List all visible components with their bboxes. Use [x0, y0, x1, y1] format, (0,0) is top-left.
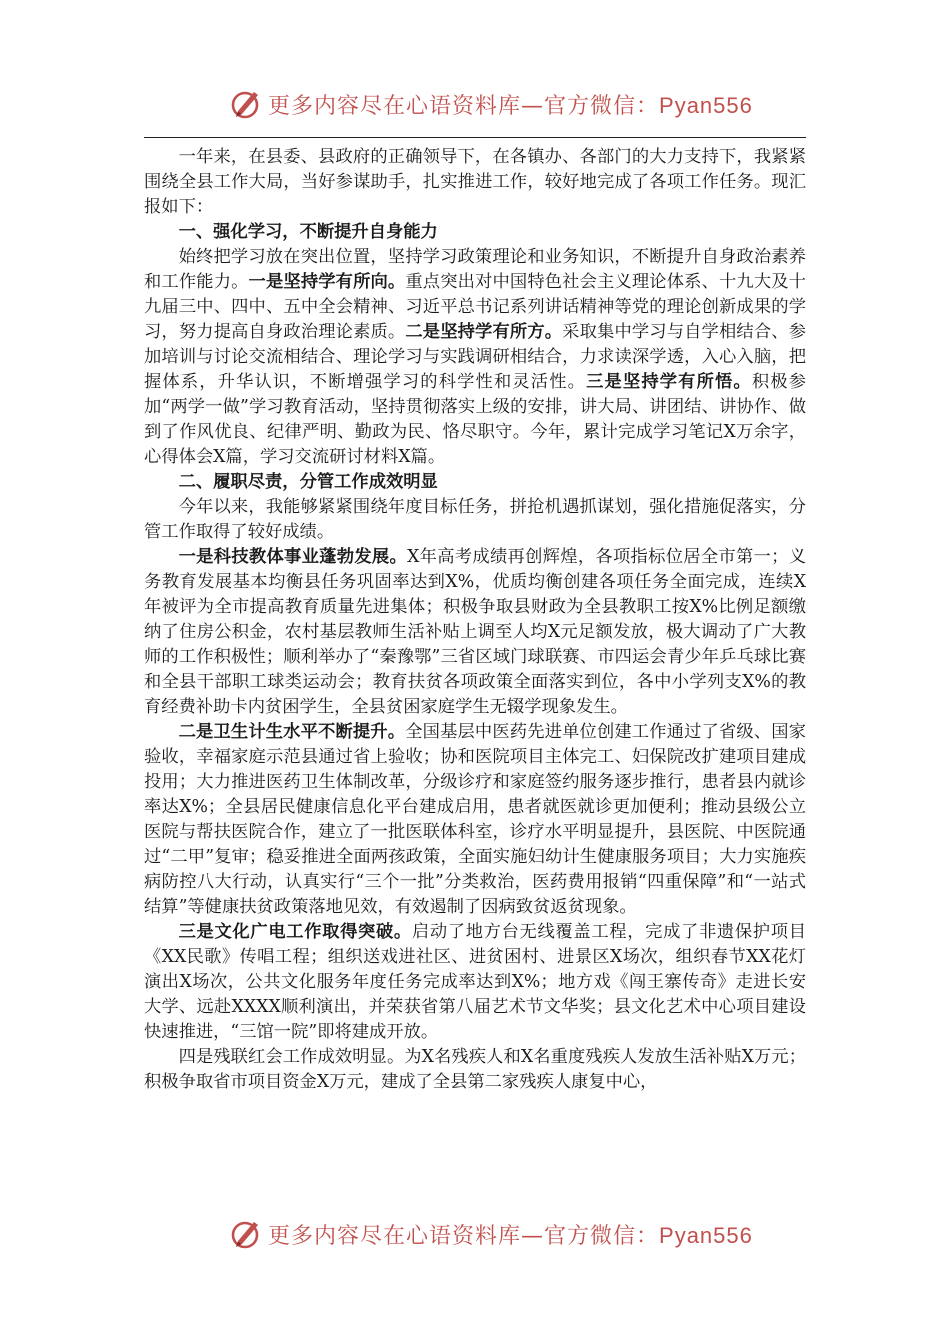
body-paragraph: [144, 920, 806, 1045]
bold-phrase: 二是卫生计生水平不断提升。: [178, 722, 406, 742]
bold-phrase: 一是科技教体事业蓬勃发展。: [178, 547, 408, 567]
pen-logo-icon: [228, 86, 264, 122]
body-paragraph: [144, 245, 806, 470]
body-paragraph: [144, 720, 806, 920]
document-body: [144, 145, 806, 1095]
bold-phrase: 二、履职尽责，分管工作成效明显: [178, 472, 438, 492]
body-paragraph: [144, 545, 806, 720]
bold-phrase: 二是坚持学有所方。: [405, 322, 563, 342]
bold-phrase: 一是坚持学有所向。: [248, 272, 406, 292]
text-run: 积极参加“两学一做”学习教育活动，坚持贯彻落实上级的安排，讲大局、讲团结、讲协作、做到了作风优良、纪律严明、勤政为民、恪尽职守。今年，累计完成学习笔记X万余字，心得体会X篇，学习交流研讨材料X篇。: [144, 372, 806, 467]
wechat-id: Pyan556: [659, 92, 753, 118]
pen-logo-icon: [228, 1216, 264, 1252]
wechat-id: Pyan556: [659, 1222, 753, 1248]
text-run: 四是残联红会工作成效明显。为X名残疾人和X名重度残疾人发放生活补贴X万元；积极争取省市项目资金X万元，建成了全县第二家残疾人康复中心，: [144, 1047, 806, 1092]
section-heading: [144, 220, 806, 245]
banner-text: 更多内容尽在心语资料库—官方微信：Pyan556: [268, 92, 753, 119]
banner-text: 更多内容尽在心语资料库—官方微信：Pyan556: [268, 1222, 753, 1249]
body-paragraph: [144, 145, 806, 220]
bold-phrase: 一、强化学习，不断提升自身能力: [178, 222, 438, 242]
text-run: 一年来，在县委、县政府的正确领导下，在各镇办、各部门的大力支持下，我紧紧围绕全县工作大局，当好参谋助手，扎实推进工作，较好地完成了各项工作任务。现汇报如下：: [144, 147, 806, 217]
header-banner: [0, 80, 950, 124]
bold-phrase: 三是坚持学有所悟。: [586, 372, 752, 392]
text-run: X年高考成绩再创辉煌，各项指标位居全市第一；义务教育发展基本均衡县任务巩固率达到X%，优质均衡创建各项任务全面完成，连续X年被评为全市提高教育质量先进集体；积极争取县财政为全县教职工按X%比例足额缴纳了住房公积金，农村基层教师生活补贴上调至人均X元足额发放，极大调动了广大教师的工作积极性；顺利举办了“秦豫鄂”三省区域门球联赛、市四运会青少年乒乓球比赛和全县干部职工球类运动会；教育扶贫各项政策全面落实到位，各中小学列支X%的教育经费补助卡内贫困学生，全县贫困家庭学生无辍学现象发生。: [144, 547, 806, 717]
text-run: 始终把学习放在突出位置，坚持学习政策理论和业务知识，不断提升自身政治素养和工作能力。: [144, 247, 806, 292]
header-rule: [144, 137, 806, 138]
text-run: 重点突出对中国特色社会主义理论体系、十九大及十九届三中、四中、五中全会精神、习近平总书记系列讲话精神等党的理论创新成果的学习，努力提高自身政治理论素质。: [144, 272, 806, 342]
text-run: 今年以来，我能够紧紧围绕年度目标任务，拼抢机遇抓谋划，强化措施促落实，分管工作取得了较好成绩。: [144, 497, 806, 542]
text-run: 采取集中学习与自学相结合、参加培训与讨论交流相结合、理论学习与实践调研相结合，力求读深学透，入心入脑，把握体系，升华认识，不断增强学习的科学性和灵活性。: [144, 322, 806, 392]
text-run: 全国基层中医药先进单位创建工作通过了省级、国家验收，幸福家庭示范县通过省上验收；协和医院项目主体完工、妇保院改扩建项目建成投用；大力推进医药卫生体制改革，分级诊疗和家庭签约服务逐步推行，患者县内就诊率达X%；全县居民健康信息化平台建成启用，患者就医就诊更加便利；推动县级公立医院与帮扶医院合作，建立了一批医联体科室，诊疗水平明显提升，县医院、中医院通过“二甲”复审；稳妥推进全面两孩政策，全面实施妇幼计生健康服务项目；大力实施疾病防控八大行动，认真实行“三个一批”分类救治，医药费用报销“四重保障”和“一站式结算”等健康扶贫政策落地见效，有效遏制了因病致贫返贫现象。: [144, 722, 806, 917]
footer-banner: [0, 1210, 950, 1254]
text-run: 启动了地方台无线覆盖工程，完成了非遗保护项目《XX民歌》传唱工程；组织送戏进社区、进贫困村、进景区X场次，组织春节XX花灯演出X场次，公共文化服务年度任务完成率达到X%；地方戏《闯王寨传奇》走进长安大学、远赴XXXX顺利演出，并荣获省第八届艺术节文华奖；县文化艺术中心项目建设快速推进，“三馆一院”即将建成开放。: [144, 922, 806, 1042]
body-paragraph: [144, 1045, 806, 1095]
section-heading: [144, 470, 806, 495]
body-paragraph: [144, 495, 806, 545]
bold-phrase: 三是文化广电工作取得突破。: [178, 922, 412, 942]
